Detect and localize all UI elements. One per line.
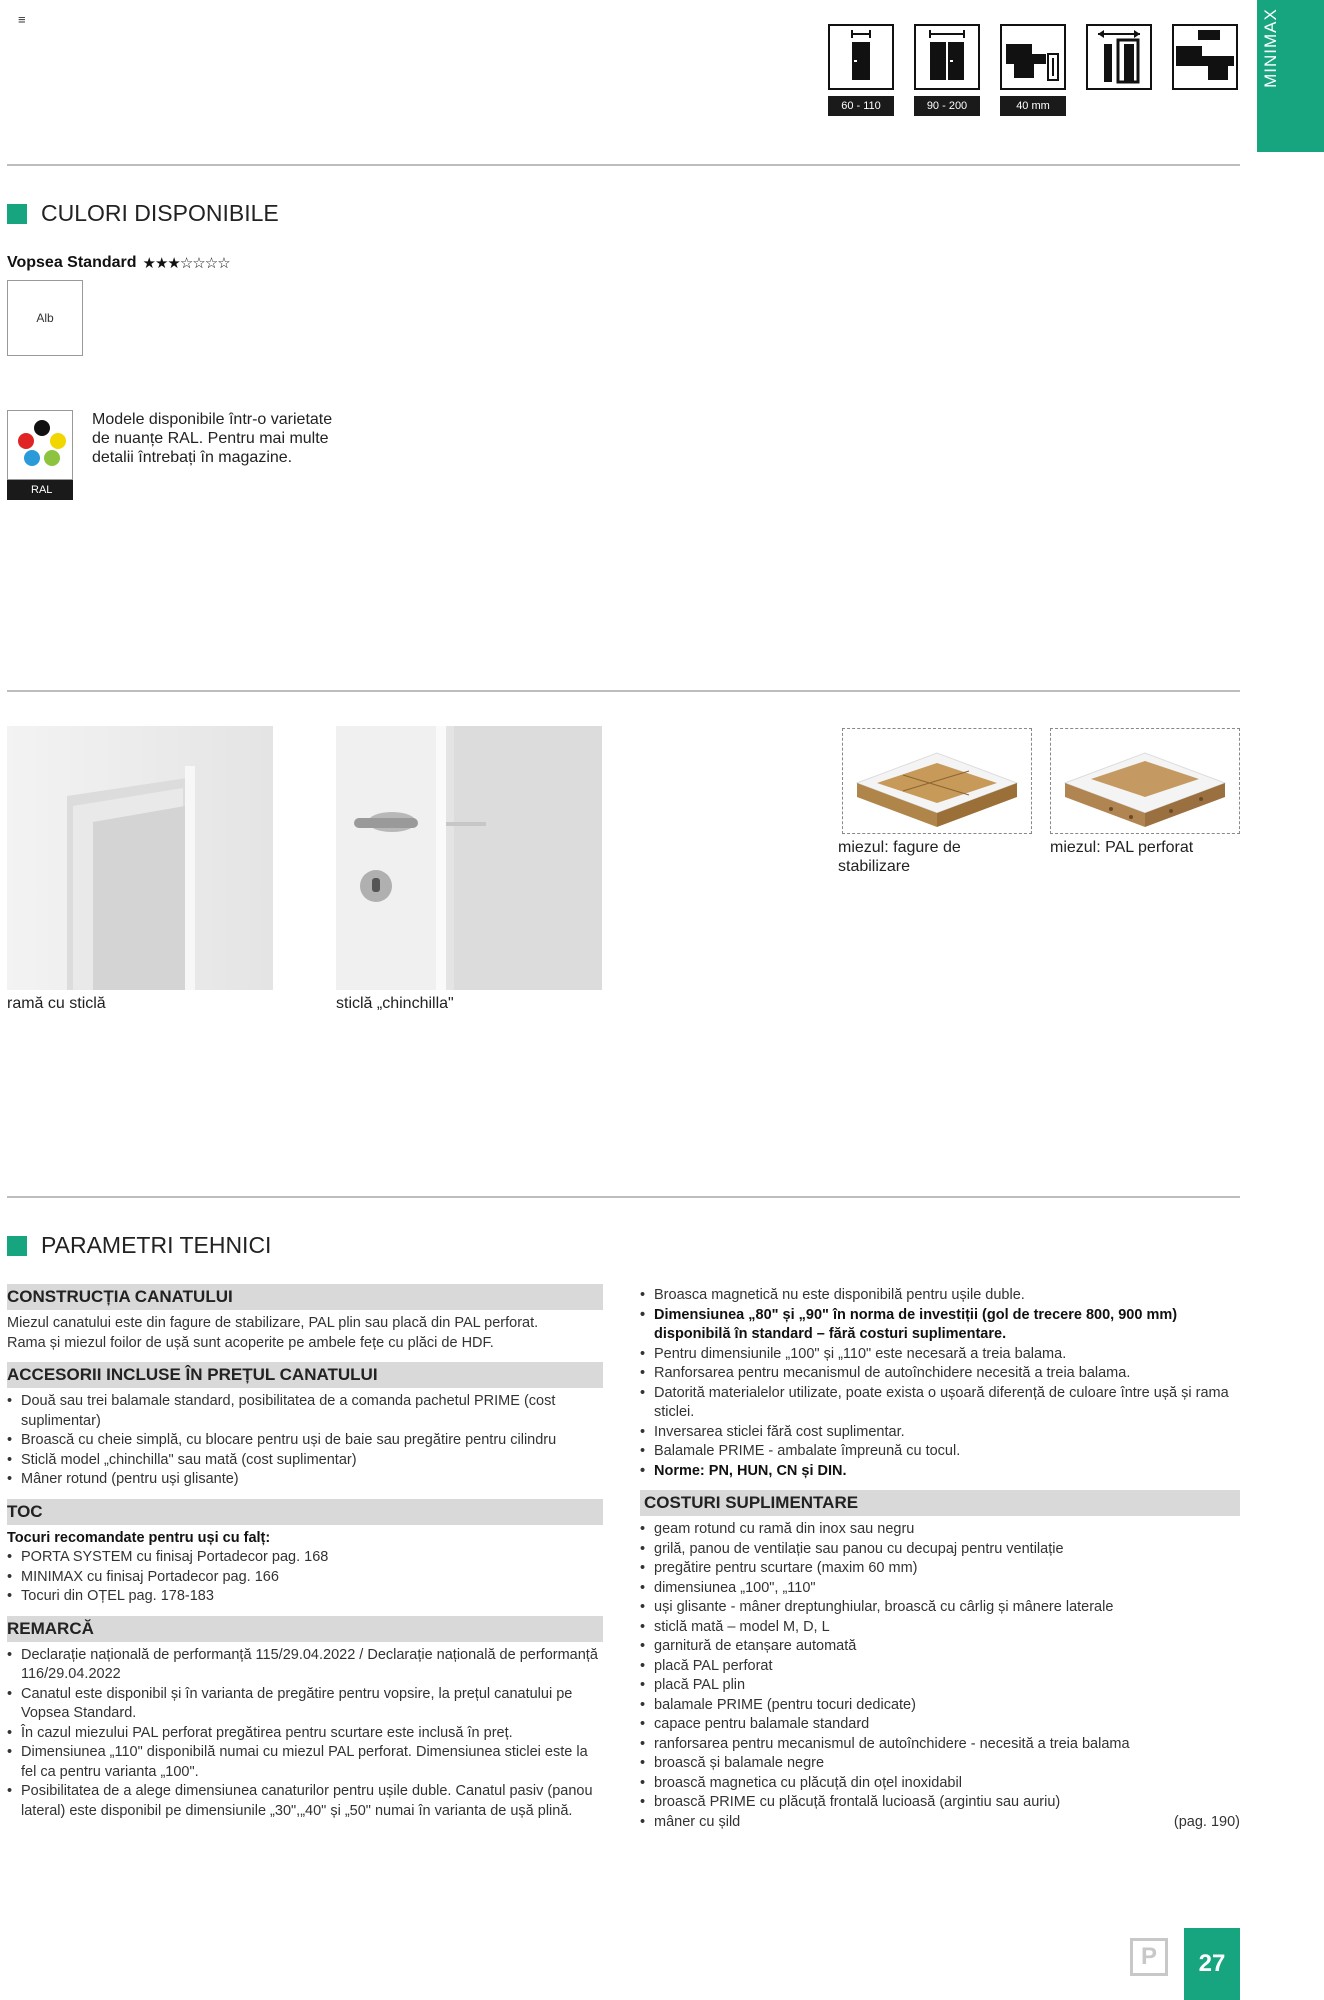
thickness-tag: 40 mm (1000, 96, 1066, 116)
list-item: • Datorită materialelor utilizate, poate exista o ușoară diferență de culoare între ușă și rama sticlei. (640, 1384, 1240, 1423)
toc-heading: TOC (7, 1499, 603, 1525)
flag-mark: ≡ (18, 12, 26, 27)
ral-description (92, 410, 332, 467)
section-marker (7, 204, 27, 224)
list-item: • Balamale PRIME - ambalate împreună cu tocul. (640, 1442, 1240, 1462)
honeycomb-caption-line: miezul: fagure de (838, 839, 961, 856)
list-item: • sticlă mată – model M, D, L (640, 1618, 1240, 1638)
side-tab (1257, 0, 1324, 152)
ral-text-line: detalii întrebați în magazine. (92, 449, 293, 466)
extra-costs-heading: COSTURI SUPLIMENTARE (640, 1490, 1240, 1516)
chinchilla-glass-caption: sticlă „chinchilla" (336, 995, 454, 1012)
frame-with-glass-caption: ramă cu sticlă (7, 995, 106, 1012)
list-item: • PORTA SYSTEM cu finisaj Portadecor pag. 168 (7, 1548, 603, 1568)
list-item: • Dimensiunea „110" disponibilă numai cu miezul PAL perforat. Dimensiunea sticlei este la fel ca pentru varianta „100". (7, 1743, 603, 1782)
list-item: • Broasca magnetică nu este disponibilă pentru ușile duble. (640, 1286, 1240, 1306)
double-door-icon (914, 24, 980, 90)
list-item: • Posibilitatea de a alege dimensiunea canaturilor pentru ușile duble. Canatul pasiv (panou lateral) este disponibil pe dimensiunile „30",„40" și „50" numai în varianta de ușă plină. (7, 1782, 603, 1821)
extra-costs-list (640, 1520, 1240, 1832)
brand-logo-letter: P (1140, 1943, 1157, 1970)
list-item: • Două sau trei balamale standard, posibilitatea de a comanda pachetul PRIME (cost suplimentar) (7, 1392, 603, 1431)
list-item: • Canatul este disponibil și în varianta de pregătire pentru vopsire, la prețul canatului pe Vopsea Standard. (7, 1685, 603, 1724)
list-item: • grilă, panou de ventilație sau panou cu decupaj pentru ventilație (640, 1540, 1240, 1560)
tech-section-title (7, 1232, 271, 1259)
divider-top (7, 164, 1240, 166)
frame-with-glass-photo (7, 726, 273, 990)
single-door-icon (828, 24, 894, 90)
tech-right-column (640, 1286, 1240, 1832)
width-range-tag: 60 - 110 (828, 96, 894, 116)
list-item: • uși glisante - mâner dreptunghiular, broască cu cârlig și mânere laterale (640, 1598, 1240, 1618)
toc-subheading: Tocuri recomandate pentru uși cu falț: (7, 1529, 271, 1546)
colors-title: CULORI DISPONIBILE (41, 200, 279, 226)
paint-standard-row (7, 254, 230, 272)
swatch-alb-label: Alb (36, 311, 54, 325)
divider-middle (7, 690, 1240, 692)
tech-left-column (7, 1284, 603, 1821)
list-item: • ranforsarea pentru mecanismul de autoînchidere - necesită a treia balama (640, 1735, 1240, 1755)
list-item: • Declarație națională de performanță 115/29.04.2022 / Declarație națională de performanță 116/29.04.2022 (7, 1646, 603, 1685)
list-item: • broască PRIME cu plăcuță frontală lucioasă (argintiu sau auriu) (640, 1793, 1240, 1813)
list-item: • garnitură de etanșare automată (640, 1637, 1240, 1657)
honeycomb-caption-line: stabilizare (838, 858, 911, 875)
toc-list (7, 1548, 603, 1607)
ral-tag: RAL (7, 480, 73, 500)
list-item: • dimensiunea „100", „110" (640, 1579, 1240, 1599)
ral-palette-icon (7, 410, 73, 480)
list-item: • Inversarea sticlei fără cost suplimentar. (640, 1423, 1240, 1443)
paint-standard-label: Vopsea Standard (7, 254, 137, 271)
door-profile-icon (1172, 24, 1238, 90)
ral-text-line: de nuanțe RAL. Pentru mai multe (92, 430, 329, 447)
ral-text-line: Modele disponibile într-o varietate (92, 411, 333, 428)
brand-logo (1130, 1938, 1168, 1976)
perforated-core-caption: miezul: PAL perforat (1050, 839, 1194, 856)
list-item: • Broască cu cheie simplă, cu blocare pentru uși de baie sau pregătire pentru cilindru (7, 1431, 603, 1451)
chinchilla-glass-photo (336, 726, 602, 990)
list-item: • Norme: PN, HUN, CN și DIN. (640, 1462, 1240, 1482)
list-item: • Ranforsarea pentru mecanismul de autoînchidere necesită a treia balama. (640, 1364, 1240, 1384)
extra-last-item: • mâner cu șild (654, 1813, 741, 1830)
list-item: • broască și balamale negre (640, 1754, 1240, 1774)
divider-lower (7, 1196, 1240, 1198)
notes-list (640, 1286, 1240, 1481)
list-item: • Mâner rotund (pentru uși glisante) (7, 1470, 603, 1490)
list-item: • În cazul miezului PAL perforat pregătirea pentru scurtare este inclusă în preț. (7, 1724, 603, 1744)
swatch-alb (7, 280, 83, 356)
rating-stars: ★★★☆☆☆☆ (142, 255, 230, 272)
list-item: • placă PAL perforat (640, 1657, 1240, 1677)
accessories-heading: ACCESORII INCLUSE ÎN PREȚUL CANATULUI (7, 1362, 603, 1388)
page-number: 27 (1198, 1950, 1226, 1977)
page-number-box (1184, 1928, 1240, 2000)
list-item: • Tocuri din OȚEL pag. 178-183 (7, 1587, 603, 1607)
list-item: • pregătire pentru scurtare (maxim 60 mm) (640, 1559, 1240, 1579)
tech-title: PARAMETRI TEHNICI (41, 1232, 272, 1258)
remark-heading: REMARCĂ (7, 1616, 603, 1642)
side-tab-label: MINIMAX (1261, 8, 1280, 88)
list-item: • Sticlă model „chinchilla" sau mată (cost suplimentar) (7, 1451, 603, 1471)
section-marker (7, 1236, 27, 1256)
page-reference: (pag. 190) (1173, 1813, 1240, 1830)
construction-text: Miezul canatului este din fagure de stabilizare, PAL plin sau placă din PAL perforat. (7, 1315, 539, 1331)
list-item (640, 1813, 1240, 1833)
construction-text: Rama și miezul foilor de ușă sunt acoperite pe ambele fețe cu plăci de HDF. (7, 1334, 494, 1351)
colors-section-title (7, 200, 279, 227)
honeycomb-core-image (842, 728, 1032, 834)
list-item: • placă PAL plin (640, 1676, 1240, 1696)
door-thickness-icon (1000, 24, 1066, 90)
list-item: • MINIMAX cu finisaj Portadecor pag. 166 (7, 1568, 603, 1588)
perforated-core-image (1050, 728, 1240, 834)
list-item: • geam rotund cu ramă din inox sau negru (640, 1520, 1240, 1540)
list-item: • capace pentru balamale standard (640, 1715, 1240, 1735)
list-item: • broască magnetica cu plăcuță din oțel inoxidabil (640, 1774, 1240, 1794)
list-item: • Dimensiunea „80" și „90" în norma de investiții (gol de trecere 800, 900 mm) disponibilă în standard – fără costuri suplimentare. (640, 1306, 1240, 1345)
door-width-icon (1086, 24, 1152, 90)
double-width-range-tag: 90 - 200 (914, 96, 980, 116)
list-item: • balamale PRIME (pentru tocuri dedicate) (640, 1696, 1240, 1716)
construction-heading: CONSTRUCȚIA CANATULUI (7, 1284, 603, 1310)
list-item: • Pentru dimensiunile „100" și „110" este necesară a treia balama. (640, 1345, 1240, 1365)
remark-list (7, 1646, 603, 1822)
accessories-list (7, 1392, 603, 1490)
honeycomb-core-caption (838, 838, 961, 876)
